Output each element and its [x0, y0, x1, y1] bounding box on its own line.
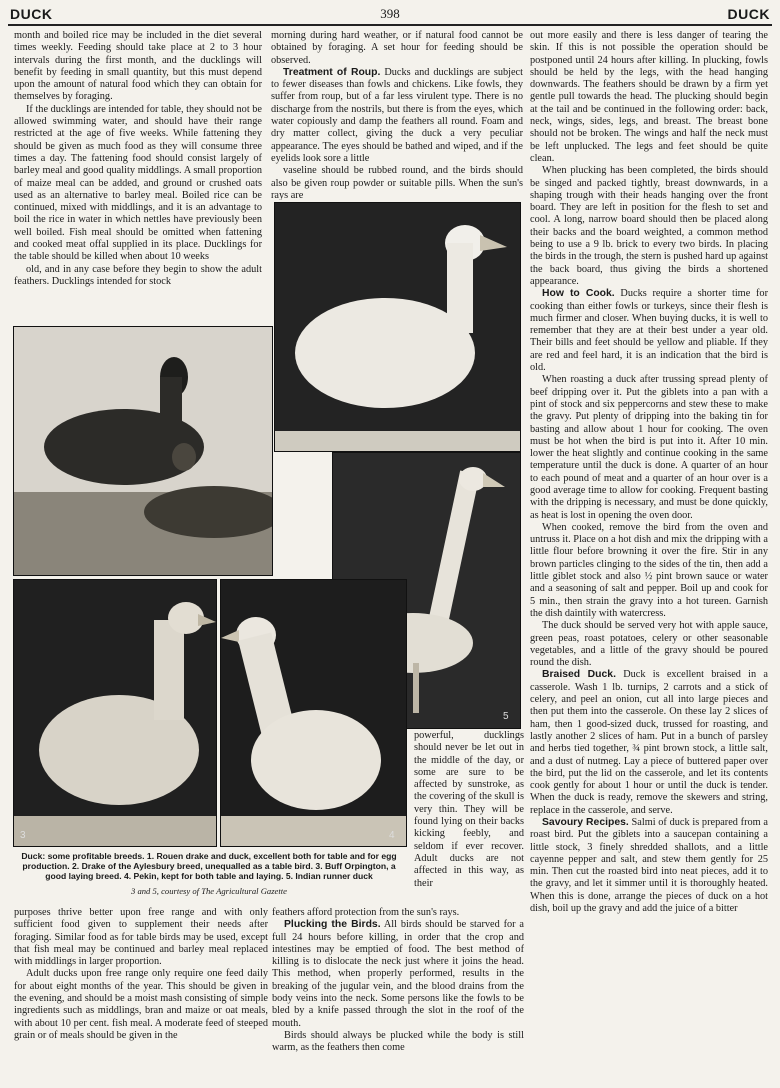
- photo-number-3: 3: [20, 830, 26, 841]
- paragraph: [271, 165, 523, 200]
- running-header: [8, 3, 772, 23]
- paragraph: [272, 907, 524, 919]
- paragraph: [530, 817, 768, 915]
- paragraph-text: powerful, ducklings should never be let out in the middle of the day, or some are sure to be affected by sunstroke, as the covering of the skull is very thin. They will be found lying on their backs kicking feebly, and seldom if ever recover. Adult ducks are not affected in this way, as their: [414, 730, 524, 889]
- section-heading: Braised Duck.: [542, 669, 616, 681]
- header-left-title: DUCK: [10, 6, 53, 22]
- section-heading: Plucking the Birds.: [284, 919, 381, 931]
- photo-number-4: 4: [389, 830, 395, 841]
- paragraph: [271, 67, 523, 165]
- paragraph-text: Ducks and ducklings are subject to fewer diseases than fowls and chickens. Like fowls, they suffer from roup, but of a far less virulent type. There is no discharge from the nostrils, but there is from the eyes, which water copiously and damp the feathers all round. Foam and dry matter collect, giving the duck a very peculiar appearance. The eyes should be bathed and wiped, and if the eyelids look sore a little: [271, 66, 523, 164]
- column-3: [530, 30, 768, 1082]
- paragraph: [530, 288, 768, 374]
- paragraph-text: old, and in any case before they begin to show the adult feathers. Ducklings intended for stock: [14, 263, 262, 287]
- paragraph-text: purposes thrive better upon free range and with only sufficient food given to supplement their needs after foraging. Similar food as for table birds may be used, except that fish meal may be continued and barley meal replaced with middlings in larger proportion.: [14, 907, 268, 968]
- paragraph: [14, 968, 268, 1042]
- paragraph-text: Duck is excellent braised in a casserole. Wash 1 lb. turnips, 2 carrots and a stick of celery, and peel an onion, cut all into large pieces and then put them into the casserole. On these lay 2 slices of ham, then 1 good-sized duck, trussed for roasting, and lastly another 2 slices of ham. Put in a bunch of parsley and herbs tied together, ¾ pint brown stock, a little salt, and a dust of nutmeg. Lay a piece of buttered paper over the bird, put the lid on the casserole, and let its contents cook gently for about 1 hour or until the duck is tender. When the duck is ready, remove the skewers and string, replace in the casserole, and serve.: [530, 669, 768, 816]
- paragraph: [530, 374, 768, 522]
- paragraph: [271, 30, 523, 67]
- paragraph-text: The duck should be served very hot with apple sauce, green peas, roast potatoes, celery or other seasonable vegetables, and a little of the gravy should be poured round the dish.: [530, 620, 768, 669]
- paragraph-text: vaseline should be rubbed round, and the birds should also be given roup powder or suitable pills. When the sun's rays are: [271, 165, 523, 200]
- section-heading: Treatment of Roup.: [283, 66, 381, 78]
- paragraph: [530, 522, 768, 620]
- paragraph-text: If the ducklings are intended for table, they should not be allowed swimming water, and should have their range restricted at the age of five weeks. While fattening they should be given as much food as they will consume three times a day. The fattening food should consist largely of barley meal and good quality middlings. A small proportion of maize meal can be added, and ground or crushed oats used as an alternative to barley meal. Boiled rice can be continued, mixed with middlings, and it is an advantage to boil the rice in water in which nettles have previously been well boiled. Fish meal should be omitted when fattening and cooked meat offal supplied in its place. Ducklings for the table should be killed when about 10 weeks: [14, 103, 262, 263]
- column-1-top: [14, 30, 262, 330]
- column-2-top: [271, 30, 523, 200]
- photo-pekin: [220, 579, 407, 847]
- paragraph-text: feathers afford protection from the sun's rays.: [272, 907, 460, 918]
- paragraph: [530, 669, 768, 817]
- column-1-bottom: [14, 907, 268, 1083]
- paragraph: [530, 620, 768, 669]
- paragraph: [14, 104, 262, 264]
- paragraph: [272, 1030, 524, 1055]
- paragraph-text: Salmi of duck is prepared from a roast bird. Put the giblets into a saucepan containing a little stock, 3 finely shredded shallots, and a little cayenne pepper and salt, and stew them gently for 25 min. Then cut the roasted bird into neat pieces, add it to the gravy, and let it simmer until it is thoroughly heated. When this is done, arrange the pieces of duck on a hot dish, boil up the gravy and add the juice of a bitter: [530, 817, 768, 915]
- paragraph-text: When roasting a duck after trussing spread plenty of beef dripping over it. Put the giblets into a pan with a pint of stock and six peppercorns and stew these to make the gravy. Put plenty of dripping into the baking tin for basting and allow about 1 hour for cooking. The oven must be hot when the bird is put into it. After 10 min. lower the heat slightly and continue cooking in the same temperature until the duck is done. A quarter of an hour to each pound of meat and a quarter of an hour over is a good average time to allow for cooking. Frequent basting with the dripping is necessary, and must be done quickly, as heat is lost in opening the oven door.: [530, 374, 768, 521]
- paragraph-text: All birds should be starved for a full 24 hours before killing, in order that the crop and intestines may be emptied of food. The best method of killing is to dislocate the neck just where it joins the head. This method, when properly performed, results in the breaking of the jugular vein, and the blood drains from the body veins into the neck. Some persons like the fowls to be bled by a knife passed through the slot in the roof of the mouth.: [272, 919, 524, 1029]
- photo-rouen-ducks: [13, 326, 273, 576]
- paragraph-text: out more easily and there is less danger of tearing the skin. If this is not possible the operation should be postponed until 24 hours after killing. In plucking, fowls should be held by the legs, with the head hanging downwards. The feathers should be drawn by a firm yet gentle pull towards the head. The plucking should begin at the tail and be continued in the following order: back, neck, wings, sides, legs, and breast. The breast bone should not be broken. The wings and half the neck must be left unplucked. The legs and feet should be quite clean.: [530, 30, 768, 164]
- paragraph: [14, 264, 262, 289]
- paragraph-text: morning during hard weather, or if natural food cannot be obtained by foraging. A set hour for feeding should be observed.: [271, 30, 523, 66]
- photo-buff-orpington: [13, 579, 217, 847]
- photo-aylesbury-drake: [274, 202, 521, 452]
- header-rule: [8, 24, 772, 26]
- page-number: 398: [380, 6, 400, 21]
- paragraph: [272, 919, 524, 1030]
- paragraph: [414, 730, 524, 890]
- paragraph: [14, 907, 268, 968]
- paragraph: [530, 30, 768, 165]
- section-heading: Savoury Recipes.: [542, 817, 629, 828]
- figure-caption: Duck: some profitable breeds. 1. Rouen drake and duck, excellent both for table and for egg production. 2. Drake of the Aylesbury breed, unequalled as a table bird. 3. Buff Orpington, a good laying breed. 4. Pekin, kept for both table and laying. 5. Indian runner duck: [21, 851, 397, 881]
- column-2-bottom: [272, 907, 524, 1083]
- section-heading: How to Cook.: [542, 288, 615, 300]
- paragraph: [14, 30, 262, 104]
- paragraph: [530, 165, 768, 288]
- paragraph-text: Adult ducks upon free range only require one feed daily for about eight months of the year. This should be given in the evening, and should be a moist mash consisting of simple ingredients such as middlings, bran and maize or oat meals, with about 10 per cent. fish meal. A moderate feed of steeped grain or of meals should be given in the: [14, 968, 268, 1041]
- paragraph-text: month and boiled rice may be included in the diet several times weekly. Feeding should take place at 2 to 3 hour intervals during the first month, and the ducklings will benefit by feeding in small quantity, but this must depend upon the amount of natural food which they can obtain for themselves by foraging.: [14, 30, 262, 103]
- paragraph-text: Birds should always be plucked while the body is still warm, as the feathers then come: [272, 1029, 524, 1054]
- photo-number-5: 5: [503, 711, 509, 722]
- paragraph-text: When cooked, remove the bird from the oven and untruss it. Place on a hot dish and mix the dripping with a little flour before browning it over the fire. Stir in any brown particles clinging to the sides of the tin, then add a little giblet stock and also ½ pint brown sauce or water and a seasoning of salt and pepper. Boil up and cook for 5 min., then strain the gravy into a hot tureen. Garnish the dish daintily with watercress.: [530, 521, 768, 619]
- column-2-narrow: [414, 730, 524, 904]
- figure-credit: 3 and 5, courtesy of The Agricultural Gazette: [131, 886, 287, 896]
- header-right-title: DUCK: [727, 6, 770, 22]
- paragraph-text: When plucking has been completed, the birds should be singed and packed tightly, breast downwards, in a shaping trough with their heads hanging over the front board. They are left in position for the flesh to set and cool. A long, narrow board should then be placed along their backs and the board weighted, a common method being to use a 9 lb. brick to every two birds. In placing the birds in the trough, the stern is pushed hard up against the back board, thus giving the birds a shortened appearance.: [530, 165, 768, 287]
- paragraph-text: Ducks require a shorter time for cooking than either fowls or turkeys, since their flesh is much firmer and closer. When buying ducks, it is well to remember that they are at their best under a year old. Their bills and feet should be yellow and pliable. If they are red and feel hard, it is an indication that the bird is old.: [530, 288, 768, 374]
